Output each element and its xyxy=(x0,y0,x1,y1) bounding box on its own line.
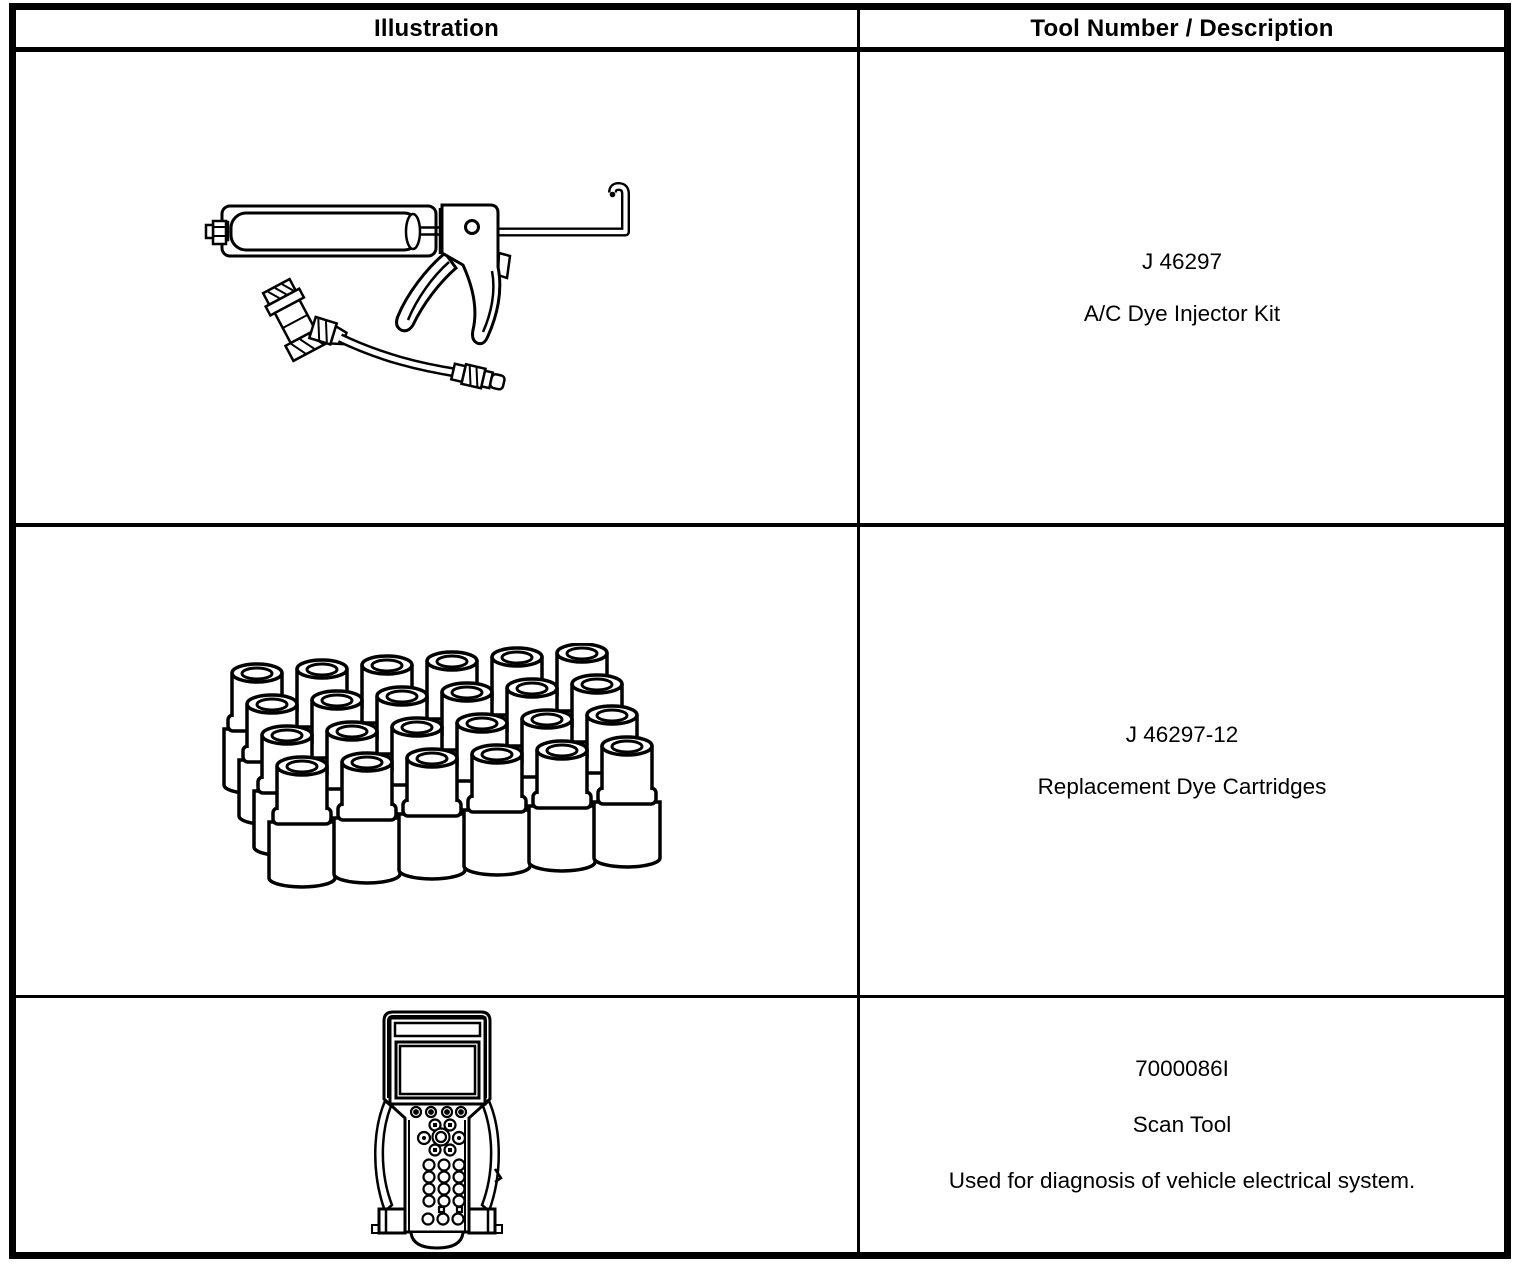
handle-pivot-hole xyxy=(465,220,478,233)
header-tool-number-description xyxy=(860,10,1504,52)
tool-number: 7000086I xyxy=(1135,1056,1229,1081)
rod-hook-tip xyxy=(609,191,615,197)
ac-dye-injector-illustration xyxy=(202,175,672,425)
header-illustration-label: Illustration xyxy=(373,14,500,42)
illustration-cell-cartridges xyxy=(16,527,860,998)
scan-tool-illustration xyxy=(371,1006,503,1251)
description-cell-scan-tool xyxy=(860,998,1504,1252)
description-cell-cartridges xyxy=(860,527,1504,998)
illustration-cell-dye-injector xyxy=(16,52,860,527)
tool-description: Replacement Dye Cartridges xyxy=(1037,774,1327,799)
illustration-cell-scan-tool xyxy=(16,998,860,1252)
description-cell-dye-injector xyxy=(860,52,1504,527)
dye-cartridges-illustration xyxy=(202,643,672,893)
scan-tool-screen xyxy=(396,1042,479,1098)
tool-description: Scan Tool xyxy=(1132,1112,1232,1137)
header-illustration xyxy=(16,10,860,52)
hose-right-fitting xyxy=(450,361,505,392)
special-tools-table xyxy=(9,3,1511,1259)
tool-note: Used for diagnosis of vehicle electrical system. xyxy=(948,1168,1416,1193)
header-description-label: Tool Number / Description xyxy=(1030,14,1334,42)
scan-tool-keypad xyxy=(422,1159,464,1224)
tool-number: J 46297 xyxy=(1141,248,1223,274)
tool-number: J 46297-12 xyxy=(1125,722,1239,747)
tool-description: A/C Dye Injector Kit xyxy=(1083,300,1281,326)
